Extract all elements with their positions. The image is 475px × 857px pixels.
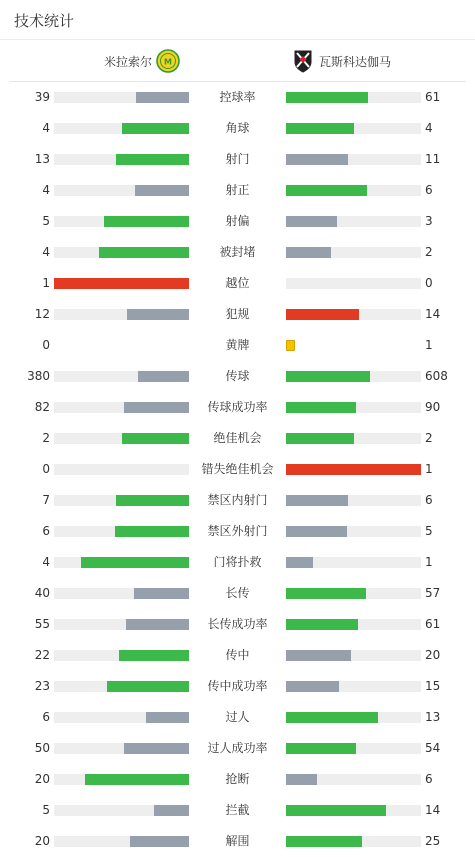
teams-header (9, 40, 466, 82)
away-bar-fill (286, 526, 347, 537)
home-bar-track (54, 371, 189, 382)
home-value: 0 (42, 338, 50, 352)
stat-row (0, 299, 475, 330)
home-bar-track (54, 681, 189, 692)
stat-label: 长传 (225, 586, 250, 600)
away-team[interactable] (291, 49, 391, 73)
away-bar-fill (286, 433, 354, 444)
away-bar-track (286, 650, 421, 661)
home-value: 23 (34, 679, 50, 693)
home-bar-fill (122, 123, 190, 134)
away-bar-track (286, 557, 421, 568)
home-bar-fill (99, 247, 189, 258)
stat-row (0, 578, 475, 609)
stat-row (0, 826, 475, 857)
stat-row (0, 485, 475, 516)
home-bar-track (54, 619, 189, 630)
home-value: 39 (34, 90, 50, 104)
away-bar-track (286, 309, 421, 320)
home-bar-track (54, 495, 189, 506)
stat-label: 传中成功率 (207, 679, 268, 693)
home-bar-fill (134, 588, 189, 599)
home-bar-fill (136, 92, 189, 103)
home-bar-track (54, 309, 189, 320)
away-bar-track (286, 495, 421, 506)
home-bar-fill (146, 712, 189, 723)
stat-row (0, 144, 475, 175)
home-value: 22 (34, 648, 50, 662)
home-bar-fill (127, 309, 189, 320)
away-bar-fill (286, 185, 367, 196)
stat-row (0, 609, 475, 640)
away-bar-track (286, 216, 421, 227)
stat-label: 黄牌 (225, 338, 250, 352)
stat-label: 被封堵 (219, 245, 256, 259)
home-value: 0 (42, 462, 50, 476)
away-bar-fill (286, 836, 362, 847)
stat-label: 角球 (225, 121, 250, 135)
home-bar-fill (85, 774, 189, 785)
home-team-name: 米拉索尔 (103, 54, 152, 69)
away-value: 4 (425, 121, 433, 135)
home-value: 7 (42, 493, 50, 507)
away-value: 11 (425, 152, 441, 166)
home-bar-track (54, 557, 189, 568)
home-bar-track (54, 650, 189, 661)
mirassol-crest-icon (156, 49, 180, 73)
away-value: 6 (425, 772, 433, 786)
away-value: 2 (425, 431, 433, 445)
stat-row (0, 113, 475, 144)
away-bar-track (286, 278, 421, 289)
home-value: 40 (34, 586, 50, 600)
stat-label: 拦截 (225, 803, 250, 817)
away-value: 25 (425, 834, 441, 848)
away-bar-fill (286, 495, 348, 506)
away-bar-fill (286, 154, 348, 165)
home-bar-track (54, 433, 189, 444)
stat-label: 传球成功率 (207, 400, 268, 414)
away-bar-fill (286, 216, 337, 227)
home-value: 13 (34, 152, 50, 166)
away-value: 0 (425, 276, 433, 290)
stat-label: 射偏 (225, 214, 250, 228)
home-bar-track (54, 836, 189, 847)
away-value: 61 (425, 90, 441, 104)
stat-row (0, 392, 475, 423)
stat-row (0, 795, 475, 826)
yellow-card-icon (286, 340, 295, 351)
away-bar-fill (286, 402, 356, 413)
stat-label: 长传成功率 (207, 617, 268, 631)
away-value: 57 (425, 586, 441, 600)
stat-label: 射正 (225, 183, 250, 197)
home-bar-fill (130, 836, 189, 847)
stats-list (0, 82, 475, 857)
stat-row (0, 423, 475, 454)
stat-label: 解围 (225, 834, 250, 848)
away-value: 1 (425, 462, 433, 476)
home-bar-track (54, 526, 189, 537)
away-bar-fill (286, 588, 366, 599)
home-bar-track (54, 588, 189, 599)
stat-row (0, 268, 475, 299)
away-bar-track (286, 712, 421, 723)
svg-text:M: M (164, 57, 172, 67)
stat-label: 犯规 (225, 307, 250, 321)
away-value: 14 (425, 307, 441, 321)
home-bar-track (54, 247, 189, 258)
stat-label: 射门 (225, 152, 250, 166)
home-bar-track (54, 216, 189, 227)
home-value: 6 (42, 710, 50, 724)
away-bar-track (286, 464, 421, 475)
away-bar-fill (286, 712, 378, 723)
home-bar-fill (81, 557, 189, 568)
away-value: 15 (425, 679, 441, 693)
stat-label: 控球率 (219, 90, 256, 104)
stat-row (0, 206, 475, 237)
away-bar-track (286, 185, 421, 196)
away-value: 3 (425, 214, 433, 228)
home-bar-fill (126, 619, 189, 630)
stat-row (0, 82, 475, 113)
home-value: 4 (42, 555, 50, 569)
away-bar-fill (286, 92, 368, 103)
home-value: 82 (34, 400, 50, 414)
away-bar-fill (286, 371, 370, 382)
away-bar-fill (286, 650, 351, 661)
home-bar-fill (124, 743, 189, 754)
home-bar-track (54, 743, 189, 754)
home-value: 6 (42, 524, 50, 538)
home-team[interactable] (104, 49, 180, 73)
away-value: 13 (425, 710, 441, 724)
away-bar-fill (286, 805, 386, 816)
away-bar-track (286, 154, 421, 165)
away-bar-fill (286, 681, 339, 692)
home-value: 1 (42, 276, 50, 290)
home-bar-track (54, 402, 189, 413)
stat-label: 禁区外射门 (207, 524, 268, 538)
home-value: 2 (42, 431, 50, 445)
stat-row (0, 671, 475, 702)
home-bar-fill (119, 650, 189, 661)
away-bar-track (286, 588, 421, 599)
away-value: 1 (425, 555, 433, 569)
stat-label: 传球 (225, 369, 250, 383)
away-bar-fill (286, 557, 313, 568)
vasco-crest-icon (291, 49, 315, 73)
home-bar-fill (135, 185, 189, 196)
home-value: 4 (42, 245, 50, 259)
away-bar-track (286, 92, 421, 103)
away-value: 6 (425, 183, 433, 197)
away-bar-track (286, 836, 421, 847)
section-title: 技术统计 (14, 12, 75, 30)
stat-label: 抢断 (225, 772, 250, 786)
stat-label: 错失绝佳机会 (201, 462, 274, 476)
home-bar-fill (54, 278, 189, 289)
away-bar-fill (286, 309, 359, 320)
stat-row (0, 547, 475, 578)
away-bar-fill (286, 774, 317, 785)
stat-label: 禁区内射门 (207, 493, 268, 507)
stat-label: 过人 (225, 710, 250, 724)
home-value: 380 (27, 369, 50, 383)
home-bar-fill (116, 154, 189, 165)
stat-row (0, 237, 475, 268)
away-bar-track (286, 402, 421, 413)
stat-row (0, 330, 475, 361)
home-bar-track (54, 774, 189, 785)
away-bar-track (286, 619, 421, 630)
home-bar-track (54, 92, 189, 103)
home-value: 20 (34, 772, 50, 786)
away-bar-track (286, 526, 421, 537)
away-value: 6 (425, 493, 433, 507)
home-value: 12 (34, 307, 50, 321)
stat-row (0, 733, 475, 764)
away-bar-fill (286, 247, 331, 258)
stat-row (0, 175, 475, 206)
stat-row (0, 516, 475, 547)
stat-label: 越位 (225, 276, 250, 290)
away-bar-track (286, 774, 421, 785)
home-bar-track (54, 154, 189, 165)
away-value: 608 (425, 369, 448, 383)
home-value: 5 (42, 214, 50, 228)
away-bar-track (286, 123, 421, 134)
away-value: 61 (425, 617, 441, 631)
stat-row (0, 702, 475, 733)
away-bar-track (286, 743, 421, 754)
stat-label: 门将扑救 (213, 555, 262, 569)
home-bar-track (54, 464, 189, 475)
home-bar-track (54, 712, 189, 723)
home-bar-track (54, 278, 189, 289)
away-bar-track (286, 247, 421, 258)
away-bar-track (286, 805, 421, 816)
home-bar-fill (104, 216, 189, 227)
home-bar-fill (115, 526, 189, 537)
stat-label: 过人成功率 (207, 741, 268, 755)
home-bar-fill (154, 805, 189, 816)
home-value: 50 (34, 741, 50, 755)
away-value: 20 (425, 648, 441, 662)
away-team-name: 瓦斯科达伽马 (319, 54, 392, 69)
home-bar-fill (122, 433, 190, 444)
away-value: 54 (425, 741, 441, 755)
away-bar-track (286, 433, 421, 444)
away-bar-fill (286, 464, 421, 475)
stat-label: 传中 (225, 648, 250, 662)
away-bar-fill (286, 123, 354, 134)
home-bar-fill (138, 371, 189, 382)
home-value: 55 (34, 617, 50, 631)
away-bar-fill (286, 743, 356, 754)
home-bar-fill (124, 402, 189, 413)
away-value: 90 (425, 400, 441, 414)
home-bar-fill (116, 495, 189, 506)
home-bar-track (54, 185, 189, 196)
stat-row (0, 640, 475, 671)
stat-row (0, 764, 475, 795)
away-bar-track (286, 681, 421, 692)
away-value: 2 (425, 245, 433, 259)
section-header (0, 0, 475, 40)
home-value: 4 (42, 121, 50, 135)
home-value: 5 (42, 803, 50, 817)
home-bar-track (54, 805, 189, 816)
away-value: 1 (425, 338, 433, 352)
stat-row (0, 361, 475, 392)
home-value: 20 (34, 834, 50, 848)
away-bar-fill (286, 619, 358, 630)
stat-label: 绝佳机会 (213, 431, 262, 445)
away-value: 14 (425, 803, 441, 817)
away-value: 5 (425, 524, 433, 538)
away-bar-track (286, 371, 421, 382)
home-value: 4 (42, 183, 50, 197)
stat-row (0, 454, 475, 485)
home-bar-track (54, 123, 189, 134)
home-bar-fill (107, 681, 189, 692)
